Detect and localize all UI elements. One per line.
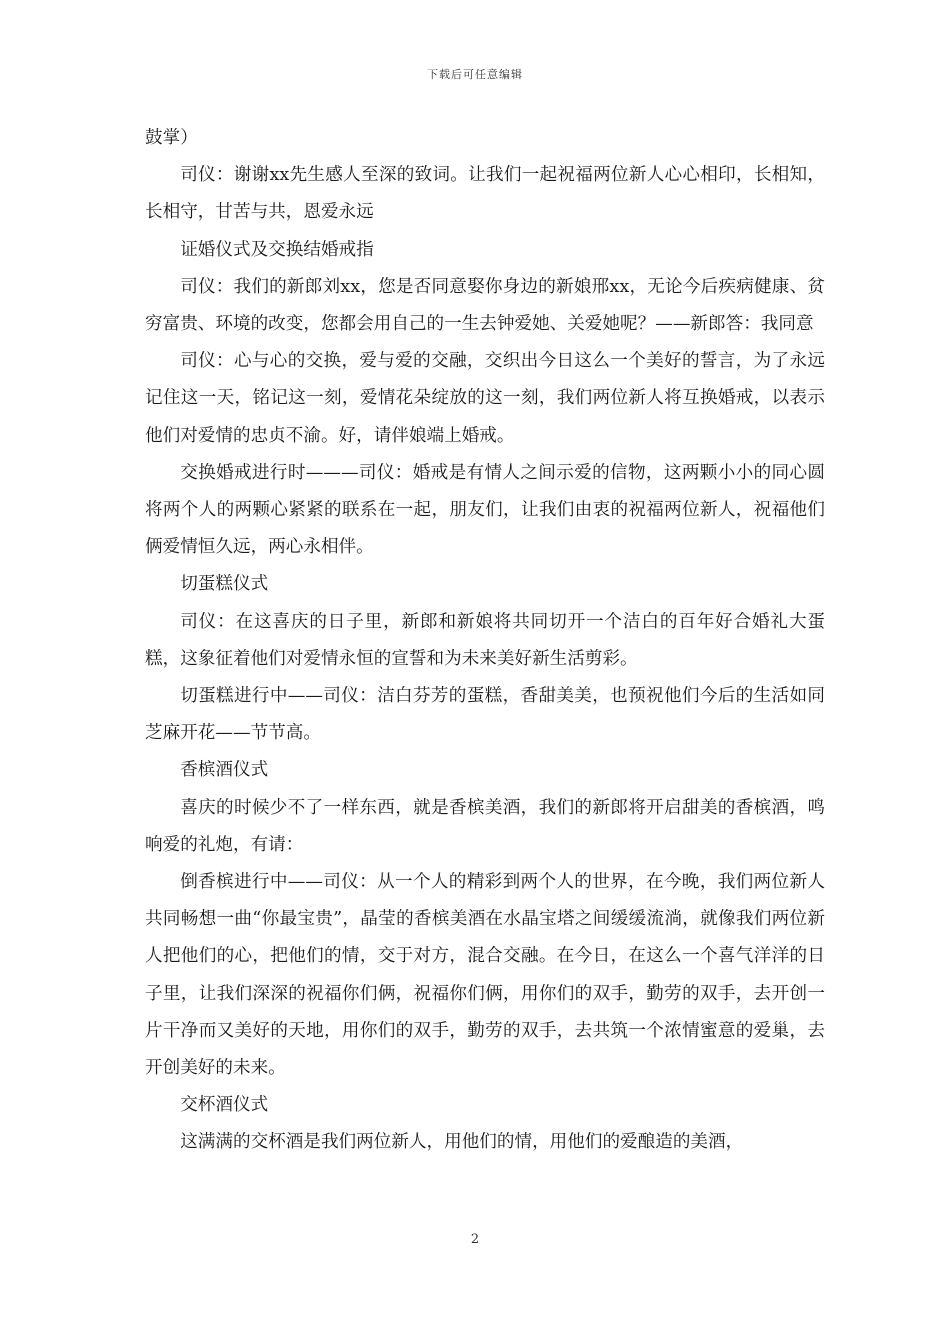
paragraph: 倒香槟进行中——司仪：从一个人的精彩到两个人的世界，在今晚，我们两位新人共同畅想一曲“你最宝贵”，晶莹的香槟美酒在水晶宝塔之间缓缓流淌，就像我们两位新人把他们的心，把他们的情，交于对方，混合交融。在今日，在这么一个喜气洋洋的日子里，让我们深深的祝福你们俩，祝福你们俩，用你们的双手，勤劳的双手，去开创一片干净而又美好的天地，用你们的双手，勤劳的双手，去共筑一个浓情蜜意的爱巢，去开创美好的未来。 (145, 872, 825, 1079)
paragraph: 这满满的交杯酒是我们两位新人，用他们的情，用他们的爱酿造的美酒， (180, 1132, 744, 1153)
paragraph: 司仪：我们的新郎刘xx，您是否同意娶你身边的新娘邢xx，无论今后疾病健康、贫穷富贵、环境的改变，您都会用自己的一生去钟爱她、关爱她呢？——新郎答：我同意 (145, 276, 825, 335)
section-heading: 切蛋糕仪式 (180, 574, 269, 595)
page-header: 下载后可任意编辑 (427, 68, 523, 81)
paragraph: 切蛋糕进行中——司仪：洁白芬芳的蛋糕，香甜美美，也预祝他们今后的生活如同芝麻开花——节节高。 (145, 686, 825, 744)
section-heading: 交杯酒仪式 (180, 1095, 269, 1116)
paragraph: 喜庆的时候少不了一样东西，就是香槟美酒，我们的新郎将开启甜美的香槟酒，鸣响爱的礼炮，有请： (145, 797, 825, 855)
paragraph: 司仪：在这喜庆的日子里，新郎和新娘将共同切开一个洁白的百年好合婚礼大蛋糕，这象征着他们对爱情永恒的宣誓和为未来美好新生活剪彩。 (145, 611, 825, 669)
section-heading: 香槟酒仪式 (180, 760, 269, 781)
paragraph: 司仪：心与心的交换，爱与爱的交融，交织出今日这么一个美好的誓言，为了永远记住这一天，铭记这一刻，爱情花朵绽放的这一刻，我们两位新人将互换婚戒，以表示他们对爱情的忠贞不渝。好，请伴娘端上婚戒。 (145, 351, 825, 446)
page-number: 2 (470, 1232, 480, 1247)
paragraph: 交换婚戒进行时———司仪：婚戒是有情人之间示爱的信物，这两颗小小的同心圆将两个人的两颗心紧紧的联系在一起，朋友们，让我们由衷的祝福两位新人，祝福他们俩爱情恒久远，两心永相伴。 (145, 462, 825, 558)
document-body (145, 120, 825, 1162)
section-heading: 证婚仪式及交换结婚戒指 (180, 239, 374, 260)
paragraph: 鼓掌） (145, 128, 198, 148)
paragraph: 司仪：谢谢xx先生感人至深的致词。让我们一起祝福两位新人心心相印，长相知，长相守，甘苦与共，恩爱永远 (145, 165, 825, 223)
